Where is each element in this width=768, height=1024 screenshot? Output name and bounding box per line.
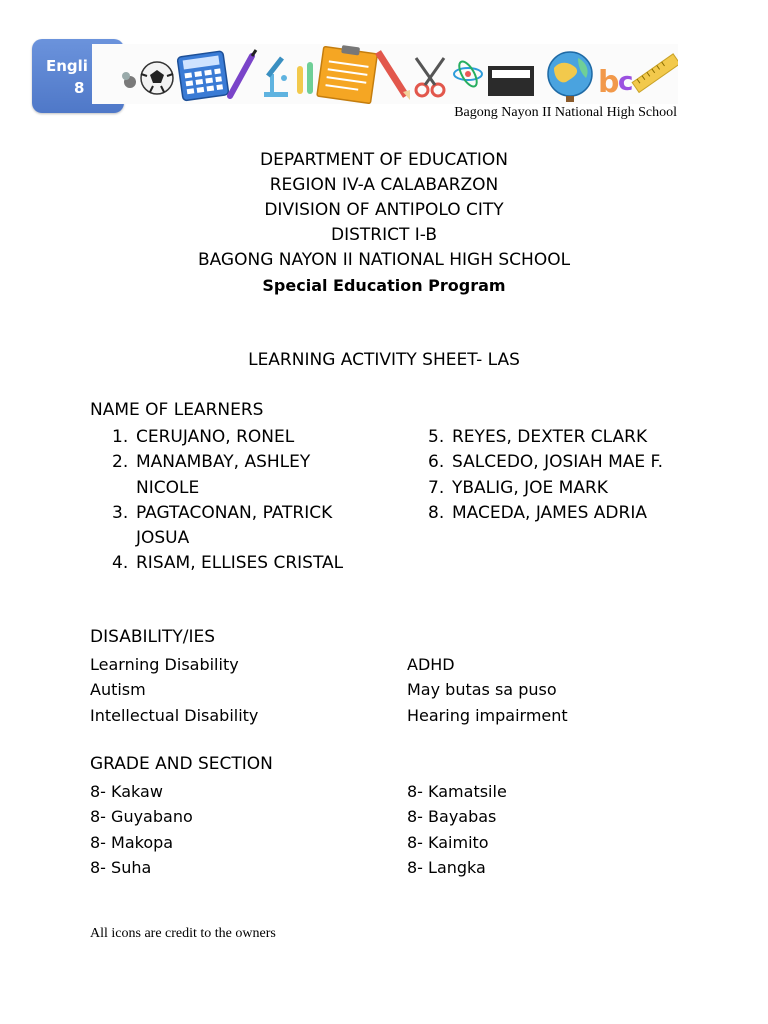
soccer-ball-icon	[141, 62, 173, 94]
list-item	[112, 450, 347, 501]
list-number: 7.	[428, 477, 445, 498]
list-item	[428, 450, 673, 475]
list-item	[428, 476, 673, 501]
list-number: 4.	[112, 553, 129, 574]
learner-name: SALCEDO, JOSIAH MAE F.	[452, 452, 664, 473]
subject-tab-line2: 8	[74, 79, 85, 97]
list-number: 3.	[112, 502, 129, 523]
credit-note: All icons are credit to the owners	[90, 926, 276, 941]
grades-list-left	[90, 779, 193, 880]
book-icon	[488, 66, 534, 96]
heading-division: DIVISION OF ANTIPOLO CITY	[264, 200, 504, 220]
grades-list-right	[407, 779, 507, 880]
clipboard-icon	[317, 44, 378, 104]
list-item: 8- Guyabano	[90, 807, 193, 827]
learner-name: PAGTACONAN, PATRICK JOSUA	[136, 502, 333, 549]
disabilities-list-right	[407, 652, 568, 728]
heading-program: Special Education Program	[262, 276, 506, 295]
list-item: ADHD	[407, 655, 455, 674]
chemistry-icon	[454, 59, 482, 89]
list-item: 8- Kamatsile	[407, 782, 507, 801]
list-item: 8- Kaimito	[407, 832, 489, 852]
list-item: May butas sa puso	[407, 680, 557, 700]
svg-text:b: b	[598, 65, 620, 100]
learner-name: MANAMBAY, ASHLEY NICOLE	[136, 452, 311, 498]
microscope-icon	[264, 58, 288, 97]
svg-text:c: c	[618, 67, 634, 97]
list-item	[112, 551, 347, 576]
learner-name: RISAM, ELLISES CRISTAL	[136, 553, 344, 574]
list-item: 8- Langka	[407, 857, 486, 877]
calculator-icon	[177, 51, 229, 101]
heading-department: DEPARTMENT OF EDUCATION	[259, 150, 508, 170]
list-item	[428, 501, 673, 526]
banner-art	[92, 44, 678, 104]
list-item: 8- Makopa	[90, 832, 174, 852]
list-item	[112, 501, 347, 552]
heading-school: BAGONG NAYON II NATIONAL HIGH SCHOOL	[197, 250, 571, 270]
disabilities-list-left	[90, 652, 258, 728]
learners-list-left	[112, 425, 347, 577]
list-item	[428, 425, 673, 450]
document-heading	[0, 148, 768, 298]
list-number: 2.	[112, 452, 129, 473]
abc-icon	[598, 65, 633, 100]
list-number: 5.	[428, 427, 445, 447]
disabilities-label: DISABILITY/IES	[90, 627, 216, 647]
list-number: 1.	[112, 427, 129, 447]
list-item: 8- Suha	[90, 857, 152, 877]
grades-label: GRADE AND SECTION	[90, 754, 273, 774]
list-item: Learning Disability	[90, 655, 239, 674]
scissors-icon	[416, 58, 444, 96]
activity-sheet-title: LEARNING ACTIVITY SHEET- LAS	[248, 350, 520, 370]
learner-name: YBALIG, JOE MARK	[452, 477, 608, 498]
list-item	[112, 425, 347, 450]
fruit-icon	[122, 72, 136, 88]
ruler-icon	[632, 54, 678, 93]
test-tube-icon	[297, 62, 313, 94]
heading-district: DISTRICT I-B	[331, 225, 437, 245]
learner-name: REYES, DEXTER CLARK	[452, 427, 648, 447]
header-school-name: Bagong Nayon II National High School	[454, 105, 677, 120]
learners-label: NAME OF LEARNERS	[90, 400, 264, 420]
list-item: Intellectual Disability	[90, 705, 259, 725]
list-item: 8- Bayabas	[407, 807, 497, 827]
pencil-icon	[378, 52, 410, 100]
list-item: Hearing impairment	[407, 705, 568, 725]
list-number: 8.	[428, 502, 445, 523]
pen-icon	[230, 50, 256, 96]
list-item: 8- Kakaw	[90, 782, 163, 801]
school-supplies-banner	[92, 44, 678, 104]
list-item: Autism	[90, 680, 146, 700]
globe-icon	[548, 52, 592, 102]
learners-list-right	[428, 425, 673, 526]
subject-tab-line1: Engli	[46, 57, 88, 75]
learner-name: CERUJANO, RONEL	[136, 427, 295, 447]
heading-region: REGION IV-A CALABARZON	[269, 175, 499, 195]
learner-name: MACEDA, JAMES ADRIA	[452, 502, 647, 523]
list-number: 6.	[428, 452, 445, 473]
